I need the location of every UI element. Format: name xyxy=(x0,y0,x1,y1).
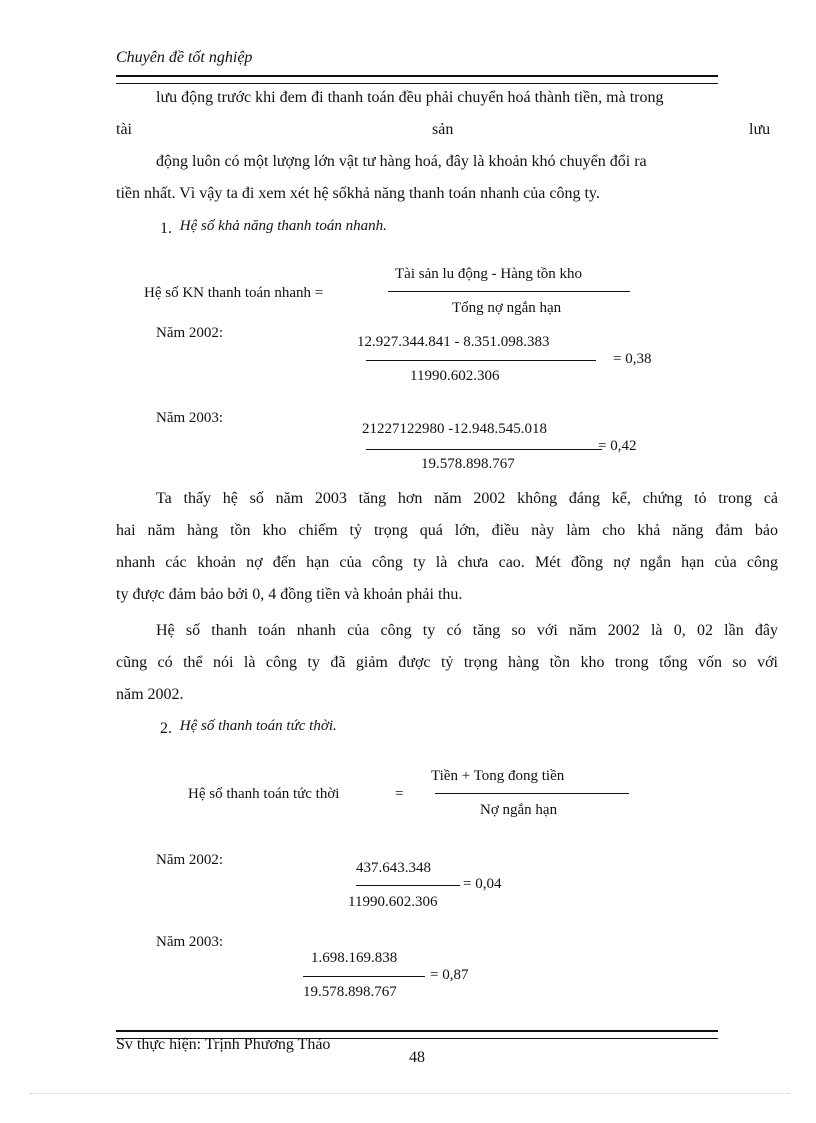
paragraph-line: cũng có thể nói là công ty đã giảm được tỷ trọng hàng tồn kho trong tổng vốn so với xyxy=(116,654,778,671)
calc-result: = 0,87 xyxy=(430,967,469,983)
paragraph-line: Ta thấy hệ số năm 2003 tăng hơn năm 2002 không đáng kể, chứng tỏ trong cả xyxy=(156,490,778,507)
page-bottom-divider xyxy=(30,1093,790,1094)
calc-denominator: 11990.602.306 xyxy=(410,368,500,384)
formula-numerator: Tiền + Tong đong tiền xyxy=(431,768,565,784)
formula-equals: = xyxy=(395,786,404,802)
year-label: Năm 2002: xyxy=(156,325,224,338)
section-number: 1. xyxy=(160,220,172,237)
page-header-title: Chuyên đề tốt nghiệp xyxy=(116,49,253,66)
fraction-bar xyxy=(388,291,630,292)
section-title: Hệ số khả năng thanh toán nhanh. xyxy=(179,218,387,234)
fraction-bar xyxy=(366,360,596,361)
fraction-bar xyxy=(356,885,460,886)
header-rule xyxy=(116,75,718,84)
calc-denominator: 19.578.898.767 xyxy=(421,456,515,472)
paragraph-line: tiền nhất. Vì vậy ta đi xem xét hệ sốkhả năng thanh toán nhanh của công ty. xyxy=(116,185,600,202)
section-number: 2. xyxy=(160,720,172,737)
formula-label: Hệ số thanh toán tức thời xyxy=(188,786,340,802)
paragraph-line: nhanh các khoản nợ đến hạn của công ty là chưa cao. Mét đồng nợ ngắn hạn của công xyxy=(116,554,778,571)
year-label: Năm 2003: xyxy=(156,934,224,950)
calc-result: = 0,42 xyxy=(598,438,637,454)
calc-numerator: 12.927.344.841 - 8.351.098.383 xyxy=(357,334,550,350)
calc-numerator: 1.698.169.838 xyxy=(311,950,398,966)
paragraph-line: hai năm hàng tồn kho chiếm tỷ trọng quá lớn, điều này làm cho khả năng đảm bảo xyxy=(116,522,778,539)
paragraph-line: lưu động trước khi đem đi thanh toán đều phải chuyển hoá thành tiền, mà trong xyxy=(156,89,664,106)
paragraph-line: Hệ số thanh toán nhanh của công ty có tăng so với năm 2002 là 0, 02 lần đây xyxy=(156,622,778,639)
fraction-bar xyxy=(303,976,425,977)
paragraph-word: tài xyxy=(116,121,132,138)
footer-author: Sv thực hiện: Trịnh Phương Thảo xyxy=(116,1036,331,1053)
paragraph-line: năm 2002. xyxy=(116,686,184,703)
fraction-bar xyxy=(366,449,602,450)
section-title: Hệ số thanh toán tức thời. xyxy=(179,718,337,734)
section-heading xyxy=(160,217,387,235)
year-label: Năm 2003: xyxy=(156,410,224,426)
year-label: Năm 2002: xyxy=(156,852,224,868)
calc-numerator: 437.643.348 xyxy=(356,860,431,876)
paragraph-line: động luôn có một lượng lớn vật tư hàng hoá, đây là khoản khó chuyển đổi ra xyxy=(156,153,647,170)
formula-denominator: Tổng nợ ngắn hạn xyxy=(452,300,562,316)
calc-result: = 0,04 xyxy=(463,876,502,892)
paragraph-word: sản xyxy=(432,121,454,138)
calc-denominator: 19.578.898.767 xyxy=(303,984,397,1000)
formula-label: Hệ số KN thanh toán nhanh = xyxy=(144,285,324,301)
paragraph-line: ty được đảm bảo bởi 0, 4 đồng tiền và khoản phải thu. xyxy=(116,586,463,603)
fraction-bar xyxy=(435,793,629,794)
page-number: 48 xyxy=(409,1049,425,1066)
formula-denominator: Nợ ngắn hạn xyxy=(480,802,558,818)
calc-result: = 0,38 xyxy=(613,351,652,367)
paragraph-word: lưu xyxy=(749,121,771,138)
calc-denominator: 11990.602.306 xyxy=(348,894,438,910)
section-heading xyxy=(160,717,337,735)
formula-numerator: Tài sản lu động - Hàng tồn kho xyxy=(395,266,583,282)
calc-numerator: 21227122980 -12.948.545.018 xyxy=(362,421,547,437)
